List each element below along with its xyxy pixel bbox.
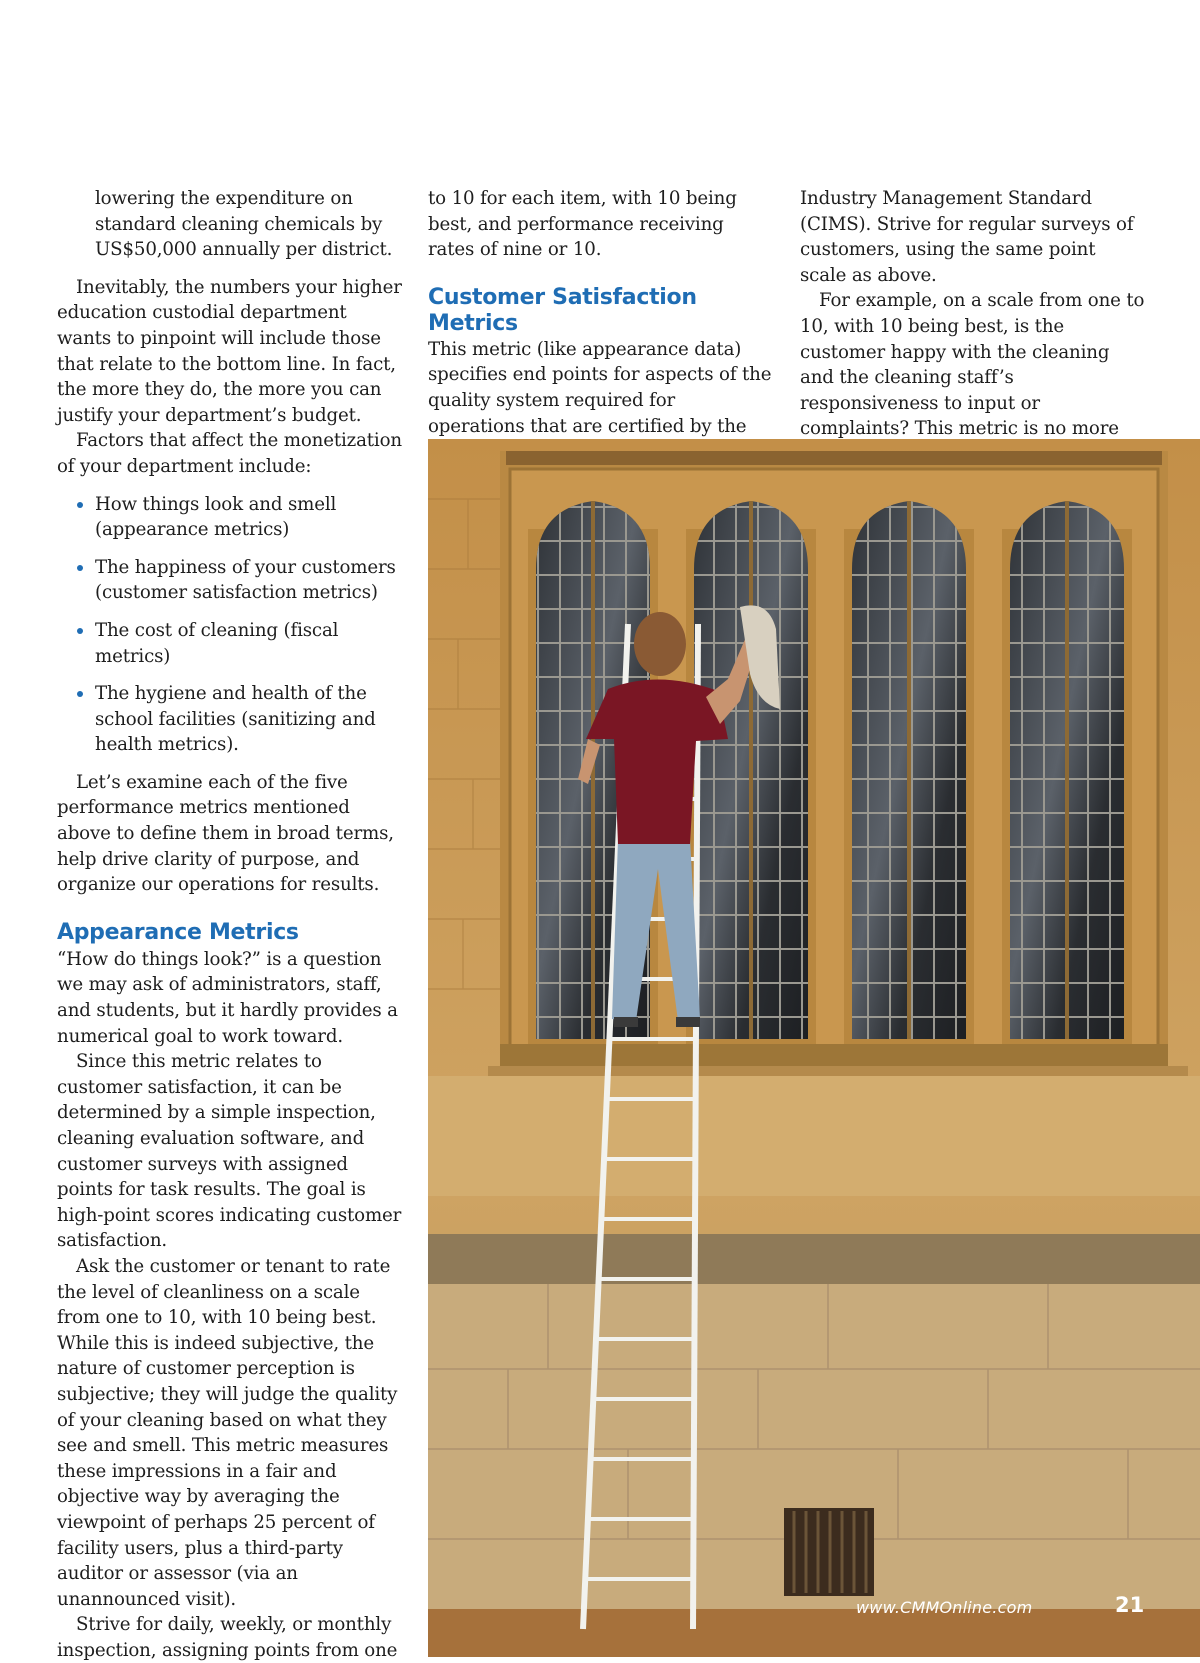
bullet-text: The happiness of your customers (customer satisfaction metrics) (95, 556, 396, 604)
body-paragraph: For example, on a scale from one to 10, with 10 being best, is the customer happy with the cleaning and the cleaning staff’s responsiveness to input or complaints? This metric is no more (800, 290, 1145, 440)
bullet-item (57, 618, 403, 669)
body-paragraph: Ask the customer or tenant to rate the level of cleanliness on a scale from one to 10, with 10 being best. While this is indeed subjective, the nature of customer perception is subjective; they will judge the quality of your cleaning based on what they see and smell. This metric measures these impressions in a fair and objective way by averaging the viewpoint of perhaps 25 percent of facility users, plus a third-party auditor or assessor (via an unannounced visit). (57, 1255, 398, 1610)
body-paragraph: Inevitably, the numbers your higher education custodial department wants to pinpoint will include those that relate to the bottom line. In fact, the more they do, the more you can justify your department’s budget. (57, 276, 402, 426)
bullet-item (57, 555, 403, 606)
page-number: 21 (1115, 1593, 1145, 1617)
section-heading-customer-satisfaction: Customer Satisfaction Metrics (428, 284, 697, 336)
text-column-1 (57, 186, 403, 1663)
bullet-icon (77, 691, 83, 697)
body-paragraph: This metric (like appearance data) specifies end points for aspects of the quality system required for operations that are certified by the (428, 338, 772, 437)
text-column-3 (800, 186, 1145, 442)
bullet-continuation: lowering the expenditure on standard cleaning chemicals by US$50,000 annually per district. (95, 188, 393, 261)
bullet-list (57, 492, 403, 758)
body-paragraph: Strive for daily, weekly, or monthly inspection, assigning points from one (57, 1614, 398, 1661)
body-paragraph: to 10 for each item, with 10 being best, and performance receiving rates of nine or 10. (428, 188, 737, 261)
body-paragraph: Let’s examine each of the five performance metrics mentioned above to define them in broad terms, help drive clarity of purpose, and organize our operations for results. (57, 771, 394, 896)
bullet-text: The hygiene and health of the school facilities (sanitizing and health metrics). (95, 683, 376, 756)
bullet-item (57, 492, 403, 543)
bullet-text: How things look and smell (appearance metrics) (95, 493, 337, 541)
text-column-2 (428, 186, 773, 465)
window-cleaning-illustration (428, 439, 1200, 1657)
body-paragraph: Since this metric relates to customer satisfaction, it can be determined by a simple inspection, cleaning evaluation software, and customer surveys with assigned points for task results. The goal is high-point scores indicating customer satisfaction. (57, 1051, 402, 1252)
section-heading-appearance: Appearance Metrics (57, 919, 299, 945)
footer-url[interactable]: www.CMMOnline.com (856, 1598, 1033, 1617)
photo-window-cleaner (428, 439, 1200, 1657)
bullet-icon (77, 628, 83, 634)
bullet-icon (77, 502, 83, 508)
bullet-text: The cost of cleaning (fiscal metrics) (95, 619, 339, 667)
bullet-icon (77, 565, 83, 571)
body-paragraph: “How do things look?” is a question we may ask of administrators, staff, and students, but it hardly provides a numerical goal to work toward. (57, 948, 398, 1047)
bullet-item (57, 681, 403, 758)
body-paragraph: Industry Management Standard (CIMS). Strive for regular surveys of customers, using the same point scale as above. (800, 188, 1134, 286)
body-paragraph: Factors that affect the monetization of your department include: (57, 430, 402, 477)
